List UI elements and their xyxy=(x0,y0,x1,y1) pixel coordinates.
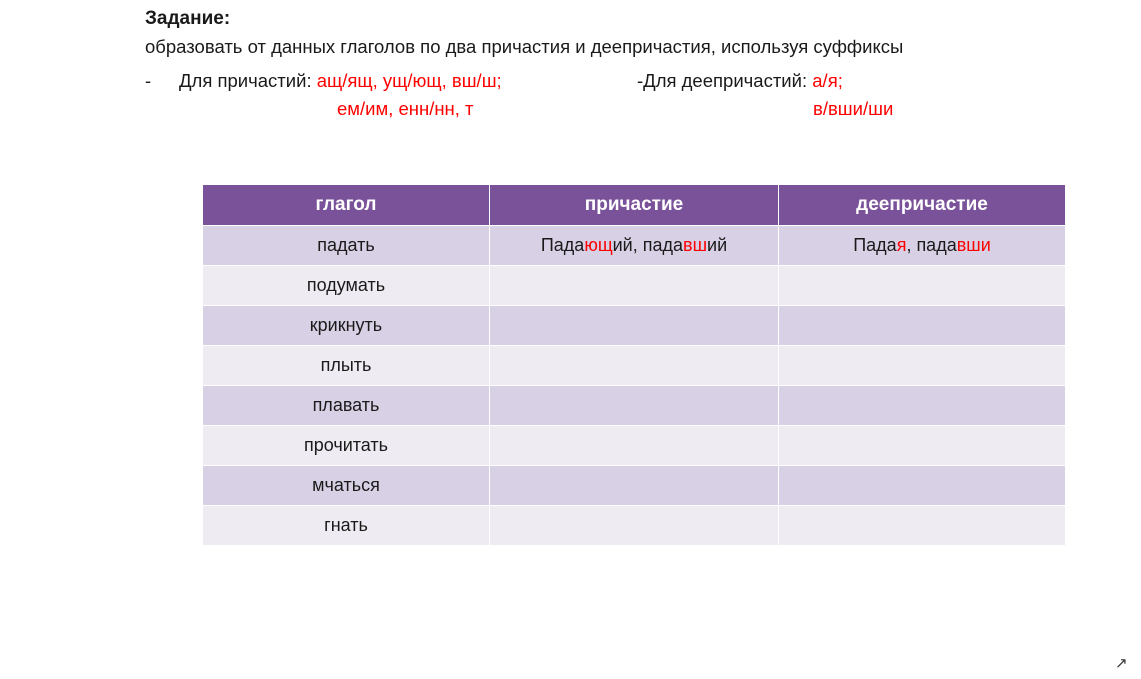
cell-participle[interactable] xyxy=(490,306,779,346)
task-title: Задание: xyxy=(145,8,231,29)
word-part: Пада xyxy=(853,235,897,255)
cell-gerund[interactable] xyxy=(779,266,1066,306)
task-description: образовать от данных глаголов по два причастия и деепричастия, используя суффиксы xyxy=(145,35,904,57)
participle-label: Для причастий: xyxy=(179,70,312,92)
table-body xyxy=(203,226,1066,546)
table-row xyxy=(203,386,1066,426)
table-header-row xyxy=(203,185,1066,226)
cell-gerund[interactable] xyxy=(779,386,1066,426)
table-row xyxy=(203,226,1066,266)
cell-verb[interactable]: прочитать xyxy=(203,426,490,466)
column-header-participle: причастие xyxy=(490,185,779,226)
mouse-cursor-icon: ↗ xyxy=(1115,655,1128,672)
table-row xyxy=(203,426,1066,466)
word-part: ий, пада xyxy=(612,235,684,255)
gerund-label: -Для деепричастий: xyxy=(637,70,808,92)
gerund-suffixes-2: в/вши/ши xyxy=(813,98,894,120)
participle-suffixes-2: ем/им, енн/нн, т xyxy=(337,98,474,120)
task-block xyxy=(145,6,975,120)
cell-gerund[interactable] xyxy=(779,346,1066,386)
cell-participle[interactable] xyxy=(490,466,779,506)
cell-participle[interactable] xyxy=(490,506,779,546)
suffix-highlight: вш xyxy=(683,235,708,255)
table-row xyxy=(203,506,1066,546)
column-header-verb: глагол xyxy=(203,185,490,226)
table-row xyxy=(203,346,1066,386)
suffix-highlight: я xyxy=(896,235,907,255)
word-part: , пада xyxy=(906,235,957,255)
cell-verb[interactable]: гнать xyxy=(203,506,490,546)
cell-gerund[interactable] xyxy=(779,426,1066,466)
participle-suffix-line xyxy=(179,67,502,95)
participle-suffixes-1: ащ/ящ, ущ/ющ, вш/ш; xyxy=(316,70,502,92)
verb-forms-table xyxy=(202,184,1066,546)
cell-gerund[interactable] xyxy=(779,506,1066,546)
bullet-dash: - xyxy=(145,70,152,92)
table-row xyxy=(203,266,1066,306)
table-row xyxy=(203,466,1066,506)
cell-verb[interactable]: плыть xyxy=(203,346,490,386)
cell-participle[interactable] xyxy=(490,226,779,266)
cell-verb[interactable]: падать xyxy=(203,226,490,266)
cell-participle[interactable] xyxy=(490,386,779,426)
cell-participle[interactable] xyxy=(490,426,779,466)
page-left-margin xyxy=(0,0,70,679)
table-row xyxy=(203,306,1066,346)
cell-gerund[interactable] xyxy=(779,306,1066,346)
cell-verb[interactable]: плавать xyxy=(203,386,490,426)
cell-gerund[interactable] xyxy=(779,226,1066,266)
slide-canvas xyxy=(70,0,1070,620)
word-part: Пада xyxy=(540,235,585,255)
gerund-suffix-line xyxy=(637,67,843,95)
cell-gerund[interactable] xyxy=(779,466,1066,506)
word-part: ий xyxy=(707,235,728,255)
table-head xyxy=(203,185,1066,226)
cell-verb[interactable]: подумать xyxy=(203,266,490,306)
suffix-highlight: вши xyxy=(956,235,991,255)
cell-participle[interactable] xyxy=(490,346,779,386)
cell-verb[interactable]: мчаться xyxy=(203,466,490,506)
cell-verb[interactable]: крикнуть xyxy=(203,306,490,346)
column-header-gerund: деепричастие xyxy=(779,185,1066,226)
gerund-suffixes-1: а/я; xyxy=(812,70,843,92)
suffix-highlight: ющ xyxy=(584,235,613,255)
cell-participle[interactable] xyxy=(490,266,779,306)
